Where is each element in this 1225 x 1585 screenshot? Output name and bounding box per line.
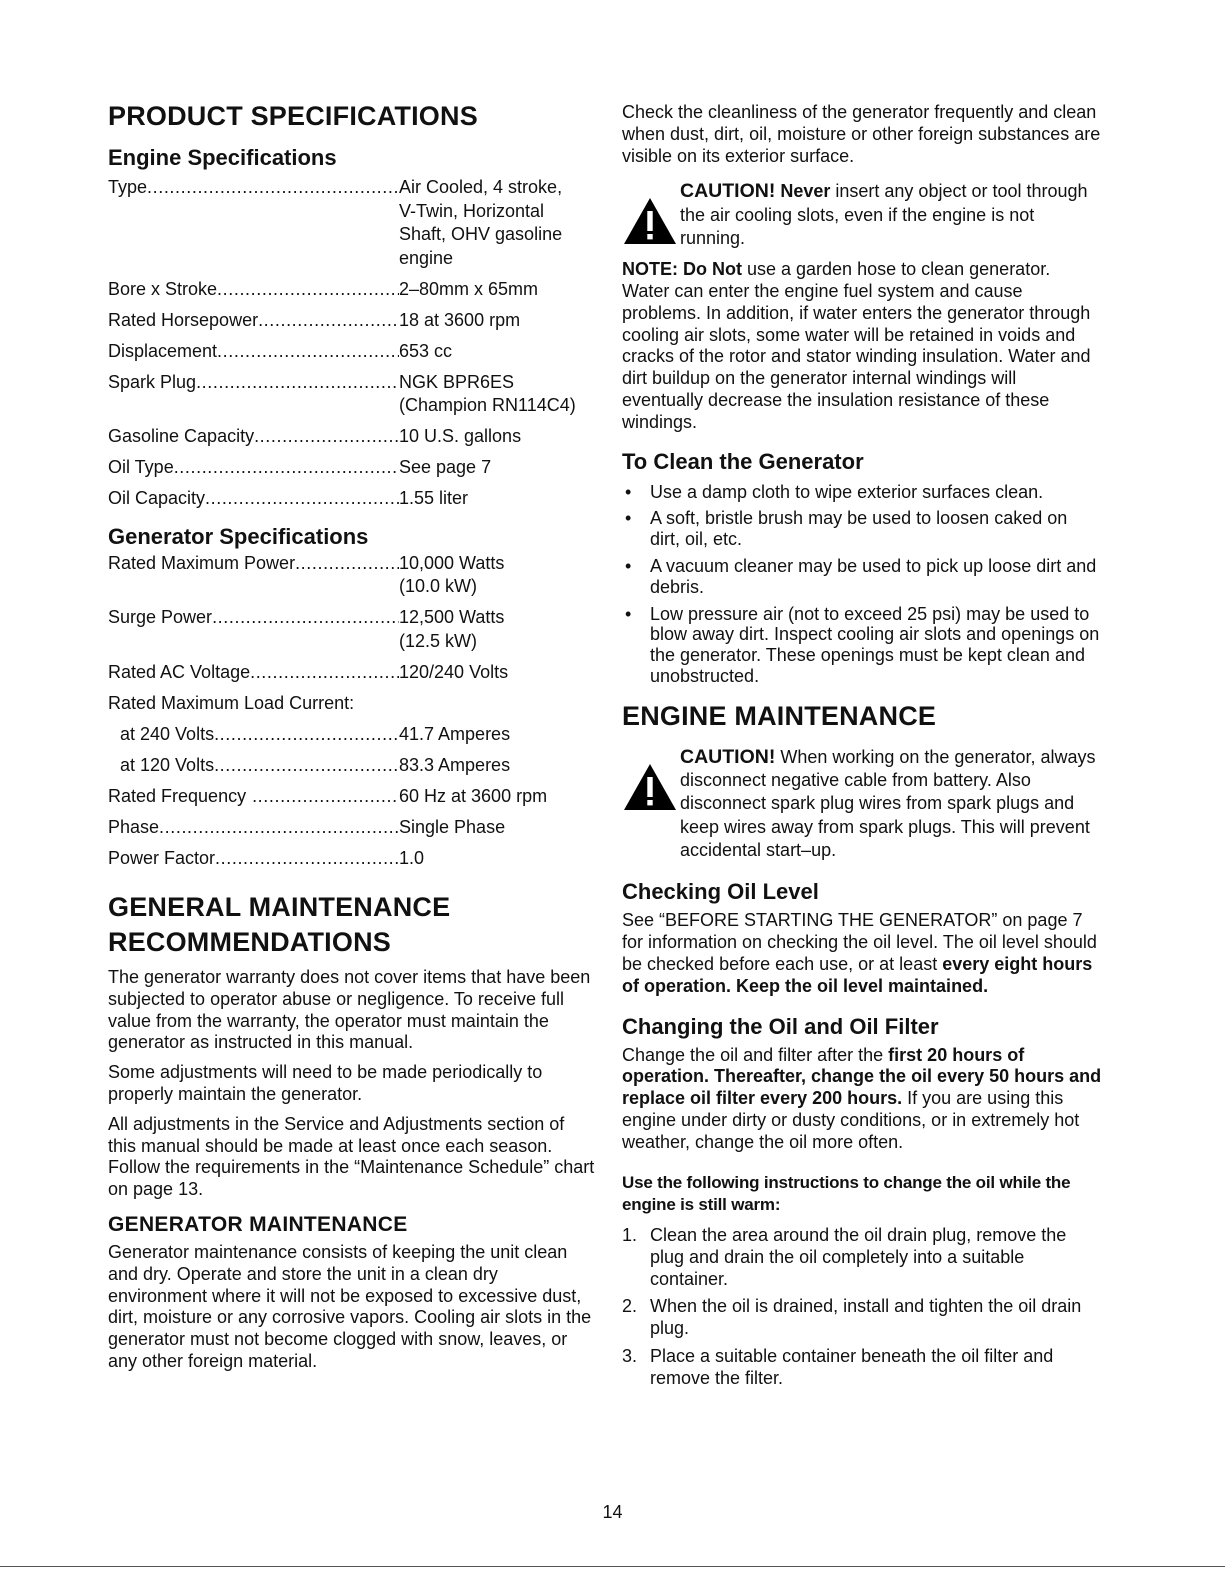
list-item: 2. When the oil is drained, install and tighten the oil drain plug. bbox=[622, 1296, 1082, 1339]
spec-row-oil-capacity: Oil Capacity ..... 1.55 liter bbox=[108, 487, 596, 511]
left-column bbox=[108, 100, 596, 1373]
spec-value: 1.0 bbox=[399, 847, 425, 868]
clean-bullet-list bbox=[622, 482, 1102, 687]
spec-value: 10 U.S. gallons bbox=[399, 426, 522, 446]
spec-row-horsepower: Rated Horsepower ..... 18 at 3600 rpm bbox=[108, 309, 596, 333]
bottom-divider bbox=[0, 1566, 1225, 1567]
list-item: 3. Place a suitable container beneath the oil filter and remove the filter. bbox=[622, 1346, 1054, 1388]
general-paragraph-3: All adjustments in the Service and Adjustments section of this manual should be made at least once each season. Follow the requirements in the “Maintenance Schedule” chart on page 13. bbox=[108, 1113, 595, 1200]
spec-value: NGK BPR6ES (Champion RN114C4) bbox=[399, 371, 576, 415]
checking-oil-level-heading: Checking Oil Level bbox=[622, 879, 819, 905]
to-clean-generator-heading: To Clean the Generator bbox=[622, 448, 864, 474]
generator-specifications-heading: Generator Specifications bbox=[108, 523, 369, 549]
spec-value: 1.55 liter bbox=[399, 488, 469, 508]
spec-value: 41.7 Amperes bbox=[399, 723, 511, 744]
caution-block-air-slots bbox=[622, 180, 1102, 250]
spec-value: 60 Hz at 3600 rpm bbox=[399, 785, 548, 806]
list-item: • A vacuum cleaner may be used to pick up loose dirt and debris. bbox=[625, 556, 1097, 597]
spec-row-rated-max-power: Rated Maximum Power ..... 10,000 Watts (10.0 kW) bbox=[108, 552, 596, 599]
spec-row-spark-plug: Spark Plug ..... NGK BPR6ES (Champion RN114C4) bbox=[108, 371, 596, 418]
spec-value: 83.3 Amperes bbox=[399, 754, 511, 775]
engine-maintenance-heading: ENGINE MAINTENANCE bbox=[622, 700, 937, 731]
general-maintenance-heading: GENERAL MAINTENANCE RECOMMENDATIONS bbox=[108, 892, 451, 957]
caution-text: CAUTION! Never insert any object or tool through the air cooling slots, even if the engine is not running. bbox=[680, 180, 1088, 248]
warning-triangle-icon bbox=[622, 762, 678, 812]
check-cleanliness-paragraph: Check the cleanliness of the generator frequently and clean when dust, dirt, oil, moisture or other foreign substances are visible on its exterior surface. bbox=[622, 102, 1101, 166]
product-specifications-heading: PRODUCT SPECIFICATIONS bbox=[108, 101, 478, 131]
note-paragraph: NOTE: Do Not use a garden hose to clean generator. Water can enter the engine fuel system and cause problems. In addition, if water enters the generator through cooling air slots, some water will be retained in voids and cracks of the rotor and stator winding insulation. Water and dirt buildup on the generator internal windings will eventually decrease the insulation resistance of these windings. bbox=[622, 259, 1091, 432]
spec-row-bore-stroke: Bore x Stroke ..... 2–80mm x 65mm bbox=[108, 278, 596, 302]
spec-row-phase: Phase ..... Single Phase bbox=[108, 816, 596, 840]
spec-label: Type bbox=[108, 177, 148, 197]
spec-value: 653 cc bbox=[399, 340, 453, 361]
generator-spec-table bbox=[108, 552, 596, 871]
general-paragraph-2: Some adjustments will need to be made periodically to properly maintain the generator. bbox=[108, 1062, 543, 1104]
spec-value: 120/240 Volts bbox=[399, 661, 509, 682]
spec-value: 12,500 Watts (12.5 kW) bbox=[399, 607, 505, 651]
spec-row-type bbox=[108, 176, 596, 270]
spec-value: 10,000 Watts (10.0 kW) bbox=[399, 552, 505, 596]
caution-text: CAUTION! When working on the generator, always disconnect negative cable from battery. Also disconnect spark plug wires from spark plugs and keep wires away from spark plugs. This will prevent accidental start–up. bbox=[680, 745, 1096, 861]
spec-row-surge-power: Surge Power ..... 12,500 Watts (12.5 kW) bbox=[108, 606, 596, 653]
generator-maintenance-paragraph: Generator maintenance consists of keeping the unit clean and dry. Operate and store the unit in a clean dry environment where it will not be exposed to excessive dust, dirt, moisture or any corrosive vapors. Cooling air slots in the generator must not become clogged with snow, leaves, or any other foreign material. bbox=[108, 1241, 592, 1371]
list-item: • Use a damp cloth to wipe exterior surfaces clean. bbox=[625, 481, 1044, 502]
oil-change-steps bbox=[622, 1225, 1102, 1390]
spec-value: 2–80mm x 65mm bbox=[399, 278, 539, 299]
spec-row-max-load-current bbox=[108, 692, 596, 716]
page-number: 14 bbox=[602, 1502, 623, 1522]
engine-specifications-heading: Engine Specifications bbox=[108, 145, 337, 170]
spec-row-oil-type: Oil Type ..... See page 7 bbox=[108, 456, 596, 480]
warning-triangle-icon bbox=[622, 196, 678, 246]
list-item: • A soft, bristle brush may be used to loosen caked on dirt, oil, etc. bbox=[625, 508, 1068, 550]
spec-value: Single Phase bbox=[399, 816, 506, 837]
list-item: 1. Clean the area around the oil drain plug, remove the plug and drain the oil completely into a suitable container. bbox=[622, 1225, 1067, 1289]
general-paragraph-1: The generator warranty does not cover items that have been subjected to operator abuse or negligence. To receive full value from the warranty, the operator must maintain the generator as instructed in this manual. bbox=[108, 967, 591, 1053]
right-column bbox=[622, 102, 1102, 1390]
spec-row-power-factor: Power Factor ..... 1.0 bbox=[108, 847, 596, 871]
spec-label: Rated Maximum Load Current: bbox=[108, 692, 355, 713]
spec-value: See page 7 bbox=[399, 457, 492, 477]
spec-row-at-120-volts: at 120 Volts ..... 83.3 Amperes bbox=[108, 754, 596, 778]
spec-row-at-240-volts: at 240 Volts ..... 41.7 Amperes bbox=[108, 723, 596, 747]
generator-maintenance-heading: GENERATOR MAINTENANCE bbox=[108, 1212, 408, 1236]
spec-row-gasoline-capacity: Gasoline Capacity ..... 10 U.S. gallons bbox=[108, 425, 596, 449]
spec-value: 18 at 3600 rpm bbox=[399, 309, 521, 330]
spec-row-displacement: Displacement ..... 653 cc bbox=[108, 340, 596, 364]
caution-block-battery bbox=[622, 746, 1102, 862]
spec-row-rated-frequency: Rated Frequency ..... 60 Hz at 3600 rpm bbox=[108, 785, 596, 809]
oil-level-paragraph: See “BEFORE STARTING THE GENERATOR” on page 7 for information on checking the oil level. The oil level should be checked before each use, or at least every eight hours of operation. Keep the oil level maintained. bbox=[622, 910, 1097, 996]
spec-value: Air Cooled, 4 stroke, V-Twin, Horizontal Shaft, OHV gasoline engine bbox=[399, 177, 563, 268]
spec-row-rated-ac-voltage: Rated AC Voltage ..... 120/240 Volts bbox=[108, 661, 596, 685]
instructions-lead: Use the following instructions to change the oil while the engine is still warm: bbox=[622, 1173, 1071, 1215]
changing-oil-heading: Changing the Oil and Oil Filter bbox=[622, 1013, 939, 1039]
changing-oil-paragraph: Change the oil and filter after the first 20 hours of operation. Thereafter, change the oil every 50 hours and replace oil filter every 200 hours. If you are using this engine under dirty or dusty conditions, or in extremely hot weather, change the oil more often. bbox=[622, 1044, 1102, 1152]
list-item: • Low pressure air (not to exceed 25 psi) may be used to blow away dirt. Inspect cooling air slots and openings on the generator. These openings must be kept clean and unobstructed. bbox=[625, 603, 1100, 687]
engine-spec-table bbox=[108, 176, 596, 511]
